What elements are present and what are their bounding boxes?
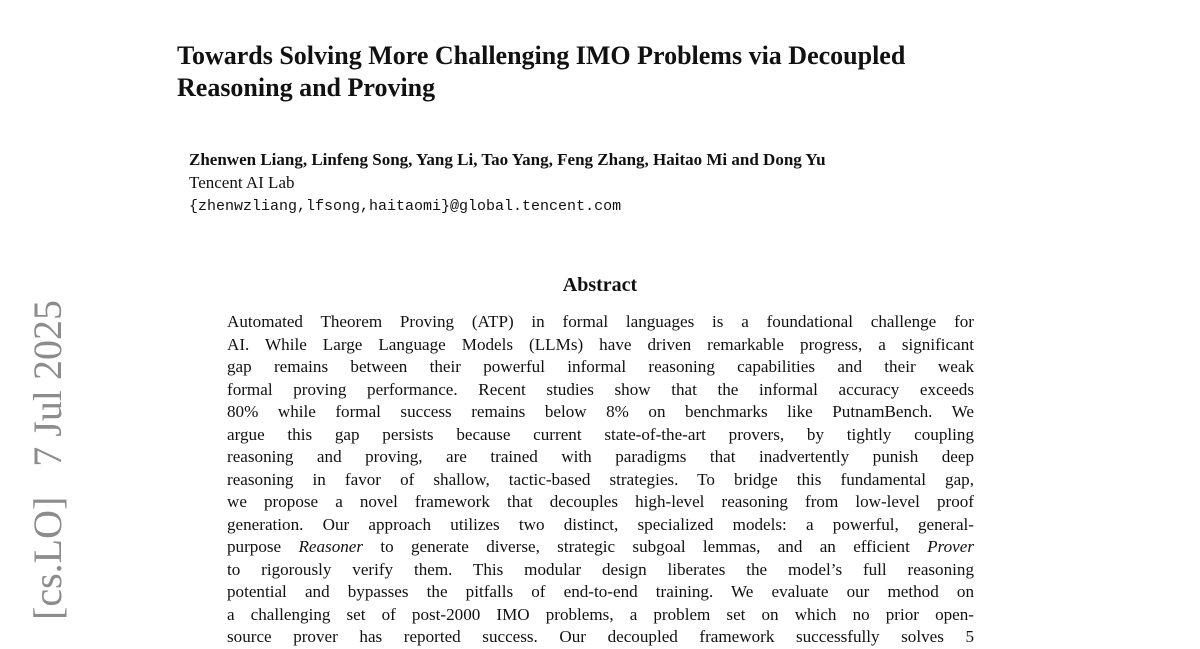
abstract-line: generation. Our approach utilizes two distinct, specialized models: a powerful, general-: [227, 514, 974, 534]
arxiv-side-label: [25, 300, 70, 620]
paper-title: [177, 40, 1077, 104]
abstract-line: we propose a novel framework that decouples high-level reasoning from low-level proof: [227, 492, 974, 511]
abstract-line-with-italics: [227, 536, 974, 559]
arxiv-date: 7 Jul 2025: [25, 300, 70, 467]
arxiv-category: [cs.LO]: [25, 496, 70, 620]
abstract-line: a challenging set of post-2000 IMO problems, a problem set on which no prior open-: [227, 604, 974, 624]
abstract-text: purpose: [227, 537, 299, 556]
abstract-line: to rigorously verify them. This modular design liberates the model’s full reasoning: [227, 559, 974, 579]
reasoner-term: Reasoner: [298, 537, 364, 556]
abstract-line: Automated Theorem Proving (ATP) in formal languages is a foundational challenge for: [227, 312, 974, 331]
abstract-line: argue this gap persists because current state-of-the-art provers, by tightly coupling: [227, 424, 974, 444]
abstract-line: reasoning in favor of shallow, tactic-based strategies. To bridge this fundamental gap,: [227, 469, 974, 489]
abstract-body: [227, 311, 974, 649]
author-list: Zhenwen Liang, Linfeng Song, Yang Li, Tao Yang, Feng Zhang, Haitao Mi and Dong Yu: [189, 150, 826, 169]
affiliation: Tencent AI Lab: [189, 173, 295, 192]
abstract-text: to generate diverse, strategic subgoal lemmas, and an efficient: [363, 537, 928, 556]
title-line-2: Reasoning and Proving: [177, 73, 436, 102]
title-line-1: Towards Solving More Challenging IMO Problems via Decoupled: [177, 41, 906, 70]
contact-email: {zhenwzliang,lfsong,haitaomi}@global.tencent.com: [189, 198, 622, 215]
abstract-line: source prover has reported success. Our decoupled framework successfully solves 5: [227, 627, 974, 646]
abstract-heading-text: Abstract: [562, 274, 638, 296]
abstract-line: AI. While Large Language Models (LLMs) have driven remarkable progress, a significant: [227, 334, 974, 354]
abstract-line: reasoning and proving, are trained with paradigms that inadvertently punish deep: [227, 447, 974, 466]
abstract-heading: [0, 272, 1200, 298]
abstract-line: 80% while formal success remains below 8% on benchmarks like PutnamBench. We: [227, 402, 974, 421]
abstract-line: potential and bypasses the pitfalls of end-to-end training. We evaluate our method on: [227, 582, 974, 601]
abstract-line: formal proving performance. Recent studies show that the informal accuracy exceeds: [227, 379, 974, 399]
prover-term: Prover: [927, 537, 974, 556]
abstract-line: gap remains between their powerful informal reasoning capabilities and their weak: [227, 357, 974, 376]
